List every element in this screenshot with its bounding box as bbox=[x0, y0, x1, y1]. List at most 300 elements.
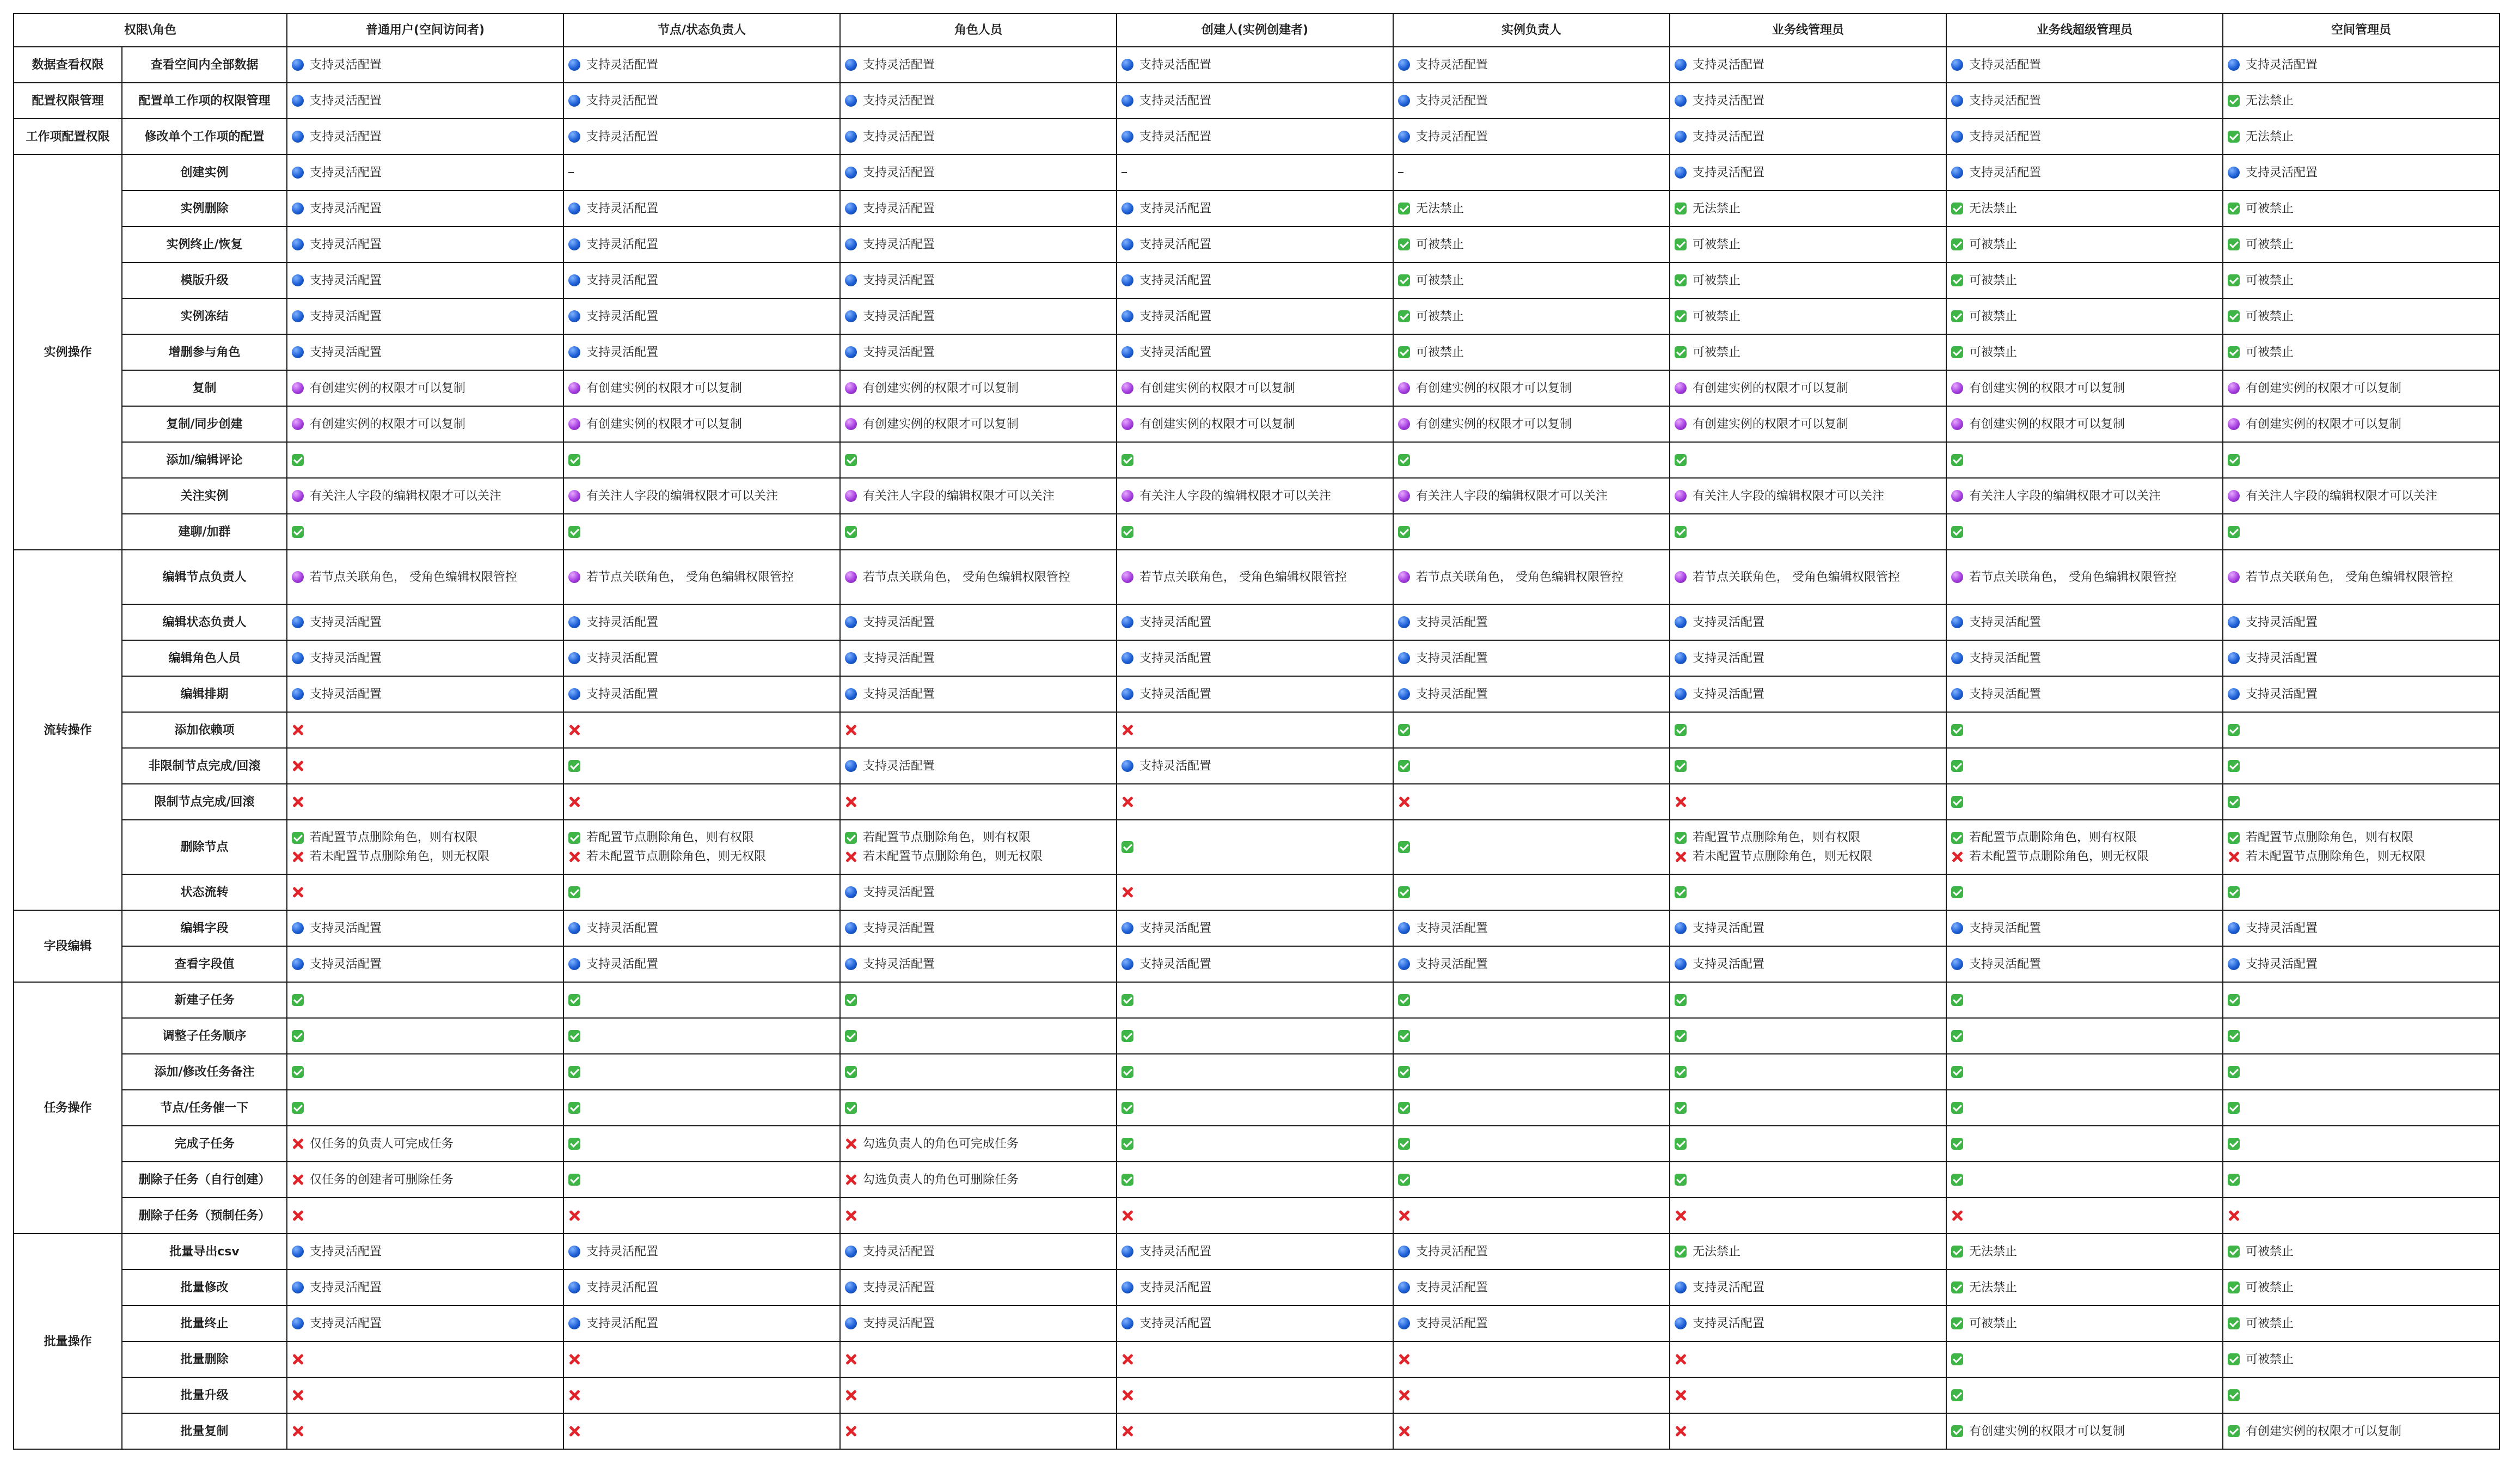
cell-entry bbox=[292, 1350, 559, 1369]
cell-entry bbox=[1398, 1422, 1665, 1441]
group-label: 流转操作 bbox=[14, 550, 122, 910]
green-check-icon bbox=[1398, 724, 1410, 736]
cell-entry bbox=[845, 91, 1112, 111]
blue-circle-icon bbox=[845, 95, 857, 107]
permission-cell bbox=[1393, 1270, 1670, 1305]
cell-text: 支持灵活配置 bbox=[1416, 130, 1488, 144]
cell-entry bbox=[845, 721, 1112, 740]
green-check-icon bbox=[1951, 1102, 1963, 1114]
permission-cell bbox=[287, 406, 563, 442]
cell-text: 支持灵活配置 bbox=[863, 237, 935, 252]
blue-circle-icon bbox=[1675, 688, 1687, 700]
permission-cell bbox=[1117, 712, 1393, 748]
blue-circle-icon bbox=[292, 274, 304, 286]
cell-entry bbox=[1675, 271, 1941, 290]
green-check-icon bbox=[2228, 131, 2240, 143]
cell-text: 支持灵活配置 bbox=[310, 1316, 382, 1330]
red-cross-icon bbox=[845, 724, 857, 736]
permission-cell bbox=[1393, 676, 1670, 712]
cell-text: 支持灵活配置 bbox=[310, 615, 382, 629]
cell-entry bbox=[568, 1278, 835, 1297]
permission-cell bbox=[1393, 47, 1670, 83]
green-check-icon bbox=[1951, 1174, 1963, 1186]
purple-circle-icon bbox=[2228, 490, 2240, 502]
green-check-icon bbox=[1951, 1246, 1963, 1258]
permission-cell bbox=[1117, 334, 1393, 370]
blue-circle-icon bbox=[292, 131, 304, 143]
red-cross-icon bbox=[292, 886, 304, 898]
cell-text: 支持灵活配置 bbox=[863, 687, 935, 701]
cell-entry bbox=[1675, 955, 1941, 974]
permission-cell bbox=[287, 1270, 563, 1305]
blue-circle-icon bbox=[1951, 616, 1963, 628]
cell-entry bbox=[845, 1386, 1112, 1405]
cell-entry bbox=[2228, 991, 2494, 1010]
permission-cell bbox=[2223, 982, 2499, 1018]
red-cross-icon bbox=[292, 1353, 304, 1365]
cell-entry bbox=[2228, 487, 2494, 506]
cell-entry bbox=[2228, 56, 2494, 75]
permission-cell bbox=[1946, 370, 2223, 406]
blue-circle-icon bbox=[1121, 59, 1133, 71]
green-check-icon bbox=[2228, 886, 2240, 898]
cell-entry bbox=[1398, 955, 1665, 974]
blue-circle-icon bbox=[568, 310, 580, 322]
cell-entry bbox=[1951, 1099, 2218, 1118]
blue-circle-icon bbox=[1398, 688, 1410, 700]
cell-entry bbox=[292, 1027, 559, 1046]
cell-text: 可被禁止 bbox=[1969, 237, 2018, 252]
cell-text: 勾选负责人的角色可完成任务 bbox=[863, 1137, 1019, 1151]
cell-text: 支持灵活配置 bbox=[310, 309, 382, 323]
cell-entry bbox=[292, 1422, 559, 1441]
table-row bbox=[14, 1162, 2499, 1198]
permission-cell bbox=[1670, 47, 1946, 83]
blue-circle-icon bbox=[1121, 346, 1133, 358]
cell-entry bbox=[568, 523, 835, 542]
cell-entry bbox=[1951, 1170, 2218, 1189]
permission-cell bbox=[840, 298, 1117, 334]
cell-text: 可被禁止 bbox=[1693, 309, 1741, 323]
blue-circle-icon bbox=[1121, 131, 1133, 143]
blue-circle-icon bbox=[1398, 922, 1410, 934]
permission-cell bbox=[1946, 910, 2223, 946]
cell-text: 可被禁止 bbox=[2246, 201, 2294, 216]
green-check-icon bbox=[1398, 994, 1410, 1006]
cell-text: 支持灵活配置 bbox=[1416, 1316, 1488, 1330]
purple-circle-icon bbox=[568, 382, 580, 394]
cell-entry bbox=[845, 487, 1112, 506]
permission-cell bbox=[1393, 226, 1670, 262]
red-cross-icon bbox=[568, 1389, 580, 1401]
green-check-icon bbox=[1675, 454, 1687, 466]
cell-entry bbox=[1951, 1422, 2218, 1441]
cell-entry bbox=[292, 451, 559, 470]
green-check-icon bbox=[568, 760, 580, 772]
permission-cell bbox=[1117, 748, 1393, 784]
cell-text: 支持灵活配置 bbox=[1693, 687, 1765, 701]
cell-text: 有创建实例的权限才可以复制 bbox=[1139, 417, 1296, 431]
cell-entry bbox=[1675, 1206, 1941, 1225]
red-cross-icon bbox=[2228, 1210, 2240, 1222]
red-cross-icon bbox=[1951, 851, 1963, 863]
blue-circle-icon bbox=[845, 922, 857, 934]
red-cross-icon bbox=[845, 1174, 857, 1186]
permission-cell bbox=[2223, 83, 2499, 119]
permission-cell bbox=[287, 262, 563, 298]
red-cross-icon bbox=[568, 724, 580, 736]
permission-cell bbox=[563, 1377, 840, 1413]
cell-text: 支持灵活配置 bbox=[863, 615, 935, 629]
cell-text: 支持灵活配置 bbox=[586, 1244, 659, 1259]
header-role-visitor: 普通用户(空间访问者) bbox=[287, 14, 563, 47]
cell-text: 支持灵活配置 bbox=[310, 921, 382, 935]
permission-cell bbox=[1946, 1270, 2223, 1305]
purple-circle-icon bbox=[845, 382, 857, 394]
cell-entry bbox=[2228, 1135, 2494, 1154]
cell-text: 支持灵活配置 bbox=[310, 345, 382, 359]
cell-text: 可被禁止 bbox=[2246, 1316, 2294, 1330]
cell-entry bbox=[2228, 955, 2494, 974]
cell-text: 无法禁止 bbox=[1693, 1244, 1741, 1259]
cell-entry bbox=[292, 163, 559, 182]
permission-cell bbox=[2223, 550, 2499, 604]
purple-circle-icon bbox=[1675, 490, 1687, 502]
permission-cell bbox=[2223, 226, 2499, 262]
cell-entry bbox=[568, 685, 835, 704]
cell-text: 支持灵活配置 bbox=[1693, 1316, 1765, 1330]
permission-cell bbox=[1117, 982, 1393, 1018]
permission-name: 批量导出csv bbox=[122, 1234, 287, 1270]
blue-circle-icon bbox=[1675, 616, 1687, 628]
permission-name: 配置单工作项的权限管理 bbox=[122, 83, 287, 119]
green-check-icon bbox=[1398, 310, 1410, 322]
permission-cell bbox=[563, 946, 840, 982]
permission-cell bbox=[1393, 1341, 1670, 1377]
permission-cell bbox=[287, 226, 563, 262]
green-check-icon bbox=[1951, 1030, 1963, 1042]
cell-entry bbox=[1951, 919, 2218, 938]
permission-cell bbox=[287, 748, 563, 784]
cell-entry bbox=[1121, 271, 1388, 290]
cell-entry bbox=[568, 451, 835, 470]
table-row bbox=[14, 1377, 2499, 1413]
cell-text: 有关注人字段的编辑权限才可以关注 bbox=[2246, 489, 2438, 503]
cell-text: 勾选负责人的角色可删除任务 bbox=[863, 1173, 1019, 1187]
table-row bbox=[14, 1270, 2499, 1305]
permission-cell bbox=[287, 910, 563, 946]
blue-circle-icon bbox=[568, 616, 580, 628]
permission-cell bbox=[287, 874, 563, 910]
cell-text: 有创建实例的权限才可以复制 bbox=[2246, 417, 2402, 431]
cell-text: 支持灵活配置 bbox=[2246, 687, 2318, 701]
group-label: 实例操作 bbox=[14, 155, 122, 550]
purple-circle-icon bbox=[292, 571, 304, 583]
cell-text: 支持灵活配置 bbox=[863, 201, 935, 216]
permission-cell bbox=[1117, 1054, 1393, 1090]
cell-entry bbox=[1675, 685, 1941, 704]
cell-text: 支持灵活配置 bbox=[1693, 1280, 1765, 1295]
cell-text: 支持灵活配置 bbox=[586, 94, 659, 108]
blue-circle-icon bbox=[845, 131, 857, 143]
cell-entry bbox=[1398, 793, 1665, 812]
cell-text: 支持灵活配置 bbox=[2246, 921, 2318, 935]
blue-circle-icon bbox=[1951, 59, 1963, 71]
cell-entry bbox=[568, 199, 835, 218]
cell-entry bbox=[1951, 1314, 2218, 1333]
cell-entry bbox=[292, 1386, 559, 1405]
cell-entry bbox=[1121, 1386, 1388, 1405]
red-cross-icon bbox=[2228, 851, 2240, 863]
header-role-biz-admin: 业务线管理员 bbox=[1670, 14, 1946, 47]
purple-circle-icon bbox=[2228, 382, 2240, 394]
permission-cell bbox=[2223, 1126, 2499, 1162]
purple-circle-icon bbox=[1121, 382, 1133, 394]
cell-text: 可被禁止 bbox=[1416, 309, 1464, 323]
red-cross-icon bbox=[292, 1389, 304, 1401]
permission-cell bbox=[1670, 442, 1946, 478]
green-check-icon bbox=[845, 832, 857, 844]
permission-cell bbox=[287, 442, 563, 478]
cell-entry bbox=[845, 56, 1112, 75]
permission-cell bbox=[840, 442, 1117, 478]
permission-cell bbox=[287, 1234, 563, 1270]
blue-circle-icon bbox=[1951, 652, 1963, 664]
green-check-icon bbox=[568, 994, 580, 1006]
blue-circle-icon bbox=[292, 922, 304, 934]
permission-cell bbox=[1117, 226, 1393, 262]
permission-name: 完成子任务 bbox=[122, 1126, 287, 1162]
blue-circle-icon bbox=[292, 167, 304, 179]
cell-entry bbox=[1398, 451, 1665, 470]
cell-text: 有关注人字段的编辑权限才可以关注 bbox=[863, 489, 1055, 503]
permission-cell bbox=[840, 820, 1117, 874]
cell-entry bbox=[1951, 56, 2218, 75]
permission-cell bbox=[2223, 1341, 2499, 1377]
cell-text: 支持灵活配置 bbox=[1693, 58, 1765, 72]
permission-cell bbox=[1117, 47, 1393, 83]
green-check-icon bbox=[1675, 832, 1687, 844]
cell-text: 支持灵活配置 bbox=[1693, 165, 1765, 180]
permission-cell bbox=[1670, 155, 1946, 191]
cell-entry bbox=[1675, 1063, 1941, 1082]
cell-entry bbox=[568, 883, 835, 902]
red-cross-icon bbox=[1675, 1353, 1687, 1365]
cell-entry bbox=[1675, 1422, 1941, 1441]
green-check-icon bbox=[845, 1030, 857, 1042]
cell-entry bbox=[292, 1314, 559, 1333]
permission-cell bbox=[287, 1305, 563, 1341]
permission-cell bbox=[840, 1162, 1117, 1198]
permission-cell bbox=[840, 334, 1117, 370]
cell-text: 支持灵活配置 bbox=[310, 94, 382, 108]
permission-cell bbox=[1393, 406, 1670, 442]
green-check-icon bbox=[292, 526, 304, 538]
permission-cell bbox=[563, 1054, 840, 1090]
cell-entry bbox=[1951, 828, 2218, 847]
blue-circle-icon bbox=[1951, 95, 1963, 107]
cell-text: 支持灵活配置 bbox=[586, 345, 659, 359]
cell-entry bbox=[845, 523, 1112, 542]
cell-text: 仅任务的创建者可删除任务 bbox=[310, 1173, 454, 1187]
permission-cell bbox=[1117, 1162, 1393, 1198]
cell-entry bbox=[845, 1099, 1112, 1118]
green-check-icon bbox=[2228, 238, 2240, 250]
green-check-icon bbox=[1951, 886, 1963, 898]
green-check-icon bbox=[1951, 1353, 1963, 1365]
permission-cell bbox=[840, 1413, 1117, 1449]
cell-entry bbox=[1398, 91, 1665, 111]
blue-circle-icon bbox=[292, 688, 304, 700]
table-row bbox=[14, 910, 2499, 946]
permission-name: 编辑字段 bbox=[122, 910, 287, 946]
permission-name: 添加/修改任务备注 bbox=[122, 1054, 287, 1090]
table-row bbox=[14, 442, 2499, 478]
cell-entry bbox=[568, 919, 835, 938]
cell-text: 支持灵活配置 bbox=[586, 615, 659, 629]
cell-entry bbox=[845, 127, 1112, 146]
blue-circle-icon bbox=[568, 922, 580, 934]
cell-entry bbox=[2228, 1027, 2494, 1046]
permission-cell bbox=[1946, 946, 2223, 982]
cell-entry bbox=[1398, 1063, 1665, 1082]
permission-cell bbox=[1670, 1341, 1946, 1377]
permission-cell bbox=[1117, 1234, 1393, 1270]
cell-entry bbox=[845, 415, 1112, 434]
cell-entry bbox=[2228, 721, 2494, 740]
table-row bbox=[14, 334, 2499, 370]
cell-entry bbox=[568, 1314, 835, 1333]
blue-circle-icon bbox=[1398, 131, 1410, 143]
red-cross-icon bbox=[292, 796, 304, 808]
cell-entry bbox=[292, 1242, 559, 1261]
blue-circle-icon bbox=[292, 616, 304, 628]
cell-text: 有关注人字段的编辑权限才可以关注 bbox=[1693, 489, 1885, 503]
cell-entry bbox=[568, 613, 835, 632]
cell-text: 支持灵活配置 bbox=[586, 58, 659, 72]
permission-cell bbox=[563, 712, 840, 748]
cell-entry bbox=[292, 271, 559, 290]
cell-entry bbox=[1675, 649, 1941, 668]
cell-text: 支持灵活配置 bbox=[1139, 759, 1212, 773]
cell-entry bbox=[1398, 163, 1665, 182]
blue-circle-icon bbox=[1121, 1317, 1133, 1329]
cell-entry bbox=[568, 991, 835, 1010]
permission-cell bbox=[1946, 1162, 2223, 1198]
permission-name: 实例删除 bbox=[122, 191, 287, 226]
permission-cell bbox=[840, 1341, 1117, 1377]
cell-entry bbox=[1675, 613, 1941, 632]
blue-circle-icon bbox=[292, 95, 304, 107]
table-row bbox=[14, 604, 2499, 640]
green-check-icon bbox=[2228, 203, 2240, 214]
cell-text: 可被禁止 bbox=[2246, 273, 2294, 287]
cell-entry bbox=[1398, 721, 1665, 740]
cell-entry bbox=[292, 685, 559, 704]
blue-circle-icon bbox=[568, 238, 580, 250]
cell-text: 有关注人字段的编辑权限才可以关注 bbox=[1969, 489, 2161, 503]
cell-text: 可被禁止 bbox=[2246, 1280, 2294, 1295]
cell-entry bbox=[845, 1027, 1112, 1046]
cell-entry bbox=[2228, 685, 2494, 704]
cell-text: 有创建实例的权限才可以复制 bbox=[310, 417, 466, 431]
cell-entry bbox=[1121, 883, 1388, 902]
cell-text: 可被禁止 bbox=[2246, 237, 2294, 252]
permission-cell bbox=[563, 83, 840, 119]
cell-text: 无法禁止 bbox=[1416, 201, 1464, 216]
permission-cell bbox=[1117, 784, 1393, 820]
table-row bbox=[14, 155, 2499, 191]
permission-cell bbox=[563, 1162, 840, 1198]
cell-entry bbox=[1951, 1135, 2218, 1154]
cell-text: 支持灵活配置 bbox=[2246, 615, 2318, 629]
permission-cell bbox=[1670, 784, 1946, 820]
red-cross-icon bbox=[1121, 1210, 1133, 1222]
permission-cell bbox=[1946, 1305, 2223, 1341]
cell-entry bbox=[1675, 1314, 1941, 1333]
cell-text: 有关注人字段的编辑权限才可以关注 bbox=[310, 489, 502, 503]
permission-name: 编辑角色人员 bbox=[122, 640, 287, 676]
green-check-icon bbox=[292, 994, 304, 1006]
permission-cell bbox=[1117, 442, 1393, 478]
permission-cell bbox=[1946, 712, 2223, 748]
permission-name: 新建子任务 bbox=[122, 982, 287, 1018]
cell-entry bbox=[845, 793, 1112, 812]
cell-entry bbox=[1675, 721, 1941, 740]
green-check-icon bbox=[1675, 310, 1687, 322]
cell-entry bbox=[1951, 523, 2218, 542]
cell-entry bbox=[2228, 613, 2494, 632]
cell-entry bbox=[1675, 919, 1941, 938]
blue-circle-icon bbox=[292, 652, 304, 664]
green-check-icon bbox=[292, 454, 304, 466]
cell-entry bbox=[1121, 649, 1388, 668]
red-cross-icon bbox=[1398, 796, 1410, 808]
green-check-icon bbox=[1675, 238, 1687, 250]
cell-text: 支持灵活配置 bbox=[1416, 1244, 1488, 1259]
blue-circle-icon bbox=[845, 1246, 857, 1258]
cell-entry bbox=[1398, 415, 1665, 434]
blue-circle-icon bbox=[845, 167, 857, 179]
blue-circle-icon bbox=[568, 95, 580, 107]
permission-name: 批量升级 bbox=[122, 1377, 287, 1413]
cell-entry bbox=[1675, 1350, 1941, 1369]
cell-entry bbox=[292, 235, 559, 254]
permission-cell bbox=[2223, 784, 2499, 820]
permission-cell bbox=[1946, 1018, 2223, 1054]
cell-entry bbox=[1398, 568, 1665, 587]
cell-text: 支持灵活配置 bbox=[1139, 1244, 1212, 1259]
cell-text: 若节点关联角色， 受角色编辑权限管控 bbox=[586, 570, 794, 584]
permission-cell bbox=[1393, 1054, 1670, 1090]
permission-cell bbox=[1393, 640, 1670, 676]
cell-entry bbox=[1675, 1135, 1941, 1154]
cell-entry bbox=[845, 568, 1112, 587]
cell-text: 若配置节点删除角色，则有权限 bbox=[1693, 831, 1861, 844]
permission-cell bbox=[563, 1234, 840, 1270]
green-check-icon bbox=[1951, 346, 1963, 358]
blue-circle-icon bbox=[1675, 95, 1687, 107]
red-cross-icon bbox=[568, 851, 580, 863]
table-row bbox=[14, 946, 2499, 982]
blue-circle-icon bbox=[292, 1281, 304, 1293]
cell-text: 支持灵活配置 bbox=[1416, 94, 1488, 108]
permission-cell bbox=[1670, 1162, 1946, 1198]
cell-entry bbox=[1121, 955, 1388, 974]
permission-cell bbox=[840, 155, 1117, 191]
permission-cell bbox=[1117, 83, 1393, 119]
cell-entry bbox=[1121, 127, 1388, 146]
